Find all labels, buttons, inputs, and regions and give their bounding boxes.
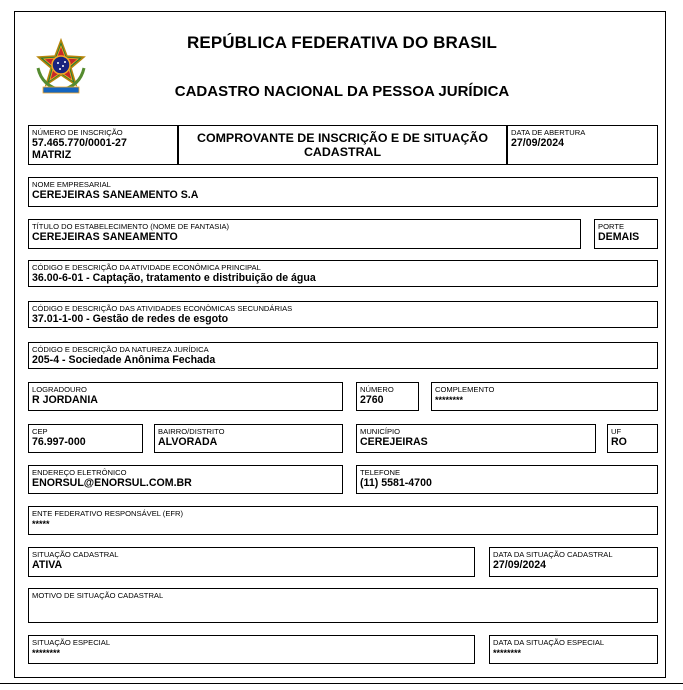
- situacao-cadastral-value: ATIVA: [32, 559, 63, 571]
- uf-field: [607, 424, 658, 453]
- porte-value: DEMAIS: [598, 231, 640, 243]
- data-situacao-especial-value: ********: [493, 648, 522, 658]
- uf-label: UF: [611, 427, 622, 436]
- data-abertura-value: 27/09/2024: [511, 137, 565, 149]
- situacao-especial-label: SITUAÇÃO ESPECIAL: [32, 638, 111, 647]
- email-label: ENDEREÇO ELETRÔNICO: [32, 468, 127, 477]
- numero-inscricao-value: 57.465.770/0001-27: [32, 137, 127, 149]
- numero-label: NÚMERO: [360, 385, 394, 394]
- efr-label: ENTE FEDERATIVO RESPONSÁVEL (EFR): [32, 509, 184, 518]
- comprovante-title-line2: CADASTRAL: [303, 145, 382, 159]
- telefone-field: [356, 465, 658, 494]
- atividades-secundarias-label: CÓDIGO E DESCRIÇÃO DAS ATIVIDADES ECONÔMICAS SECUNDÁRIAS: [32, 304, 293, 313]
- motivo-situacao-field: [28, 588, 658, 623]
- nome-fantasia-field: [28, 219, 581, 249]
- data-abertura-field: [507, 125, 658, 165]
- nome-fantasia-value: CEREJEIRAS SANEAMENTO: [32, 231, 178, 243]
- complemento-label: COMPLEMENTO: [435, 385, 495, 394]
- porte-label: PORTE: [598, 222, 625, 231]
- bairro-value: ALVORADA: [158, 436, 218, 448]
- situacao-especial-value: ********: [32, 648, 61, 658]
- data-situacao-cadastral-field: [489, 547, 658, 577]
- email-value: ENORSUL@ENORSUL.COM.BR: [32, 477, 192, 489]
- data-situacao-cadastral-label: DATA DA SITUAÇÃO CADASTRAL: [493, 550, 613, 559]
- cep-field: [28, 424, 143, 453]
- natureza-juridica-label: CÓDIGO E DESCRIÇÃO DA NATUREZA JURÍDICA: [32, 345, 209, 354]
- complemento-field: [431, 382, 658, 411]
- comprovante-title-box: [178, 125, 507, 165]
- atividade-principal-field: [28, 260, 658, 287]
- situacao-cadastral-label: SITUAÇÃO CADASTRAL: [32, 550, 119, 559]
- nome-empresarial-label: NOME EMPRESARIAL: [32, 180, 111, 189]
- numero-inscricao-label: NÚMERO DE INSCRIÇÃO: [32, 128, 123, 137]
- nome-fantasia-label: TÍTULO DO ESTABELECIMENTO (NOME DE FANTASIA): [32, 222, 230, 231]
- municipio-value: CEREJEIRAS: [360, 436, 428, 448]
- complemento-value: ********: [435, 395, 464, 405]
- page-title: REPÚBLICA FEDERATIVA DO BRASIL: [187, 33, 497, 52]
- atividade-principal-value: 36.00-6-01 - Captação, tratamento e distribuição de água: [32, 272, 316, 284]
- efr-value: *****: [32, 519, 50, 529]
- page-subtitle: CADASTRO NACIONAL DA PESSOA JURÍDICA: [174, 83, 510, 100]
- numero-value: 2760: [360, 394, 384, 406]
- comprovante-title-line1: COMPROVANTE DE INSCRIÇÃO E DE SITUAÇÃO: [197, 131, 488, 145]
- data-abertura-label: DATA DE ABERTURA: [511, 128, 586, 137]
- municipio-label: MUNICÍPIO: [360, 427, 401, 436]
- data-situacao-especial-field: [489, 635, 658, 664]
- bairro-field: [154, 424, 343, 453]
- coat-of-arms-emblem: [34, 38, 88, 96]
- porte-field: [594, 219, 658, 249]
- logradouro-value: R JORDANIA: [32, 394, 98, 406]
- efr-field: [28, 506, 658, 535]
- numero-inscricao-field: [28, 125, 178, 165]
- natureza-juridica-field: [28, 342, 658, 369]
- telefone-value: (11) 5581-4700: [360, 477, 432, 489]
- cep-value: 76.997-000: [32, 436, 86, 448]
- page-bottom-rule: [0, 683, 683, 684]
- data-situacao-especial-label: DATA DA SITUAÇÃO ESPECIAL: [493, 638, 605, 647]
- situacao-especial-field: [28, 635, 475, 664]
- natureza-juridica-value: 205-4 - Sociedade Anônima Fechada: [32, 354, 216, 366]
- atividade-principal-label: CÓDIGO E DESCRIÇÃO DA ATIVIDADE ECONÔMICA PRINCIPAL: [32, 263, 261, 272]
- atividades-secundarias-value: 37.01-1-00 - Gestão de redes de esgoto: [32, 313, 229, 325]
- logradouro-label: LOGRADOURO: [32, 385, 87, 394]
- inscricao-tipo-value: MATRIZ: [32, 149, 72, 161]
- bairro-label: BAIRRO/DISTRITO: [158, 427, 225, 436]
- data-situacao-cadastral-value: 27/09/2024: [493, 559, 547, 571]
- nome-empresarial-value: CEREJEIRAS SANEAMENTO S.A: [32, 189, 199, 201]
- nome-empresarial-field: [28, 177, 658, 207]
- motivo-situacao-label: MOTIVO DE SITUAÇÃO CADASTRAL: [32, 591, 164, 600]
- numero-field: [356, 382, 419, 411]
- cep-label: CEP: [32, 427, 48, 436]
- atividades-secundarias-field: [28, 301, 658, 328]
- situacao-cadastral-field: [28, 547, 475, 577]
- logradouro-field: [28, 382, 343, 411]
- email-field: [28, 465, 343, 494]
- uf-value: RO: [611, 436, 627, 448]
- comprovante-title: [179, 131, 506, 159]
- municipio-field: [356, 424, 596, 453]
- telefone-label: TELEFONE: [360, 468, 401, 477]
